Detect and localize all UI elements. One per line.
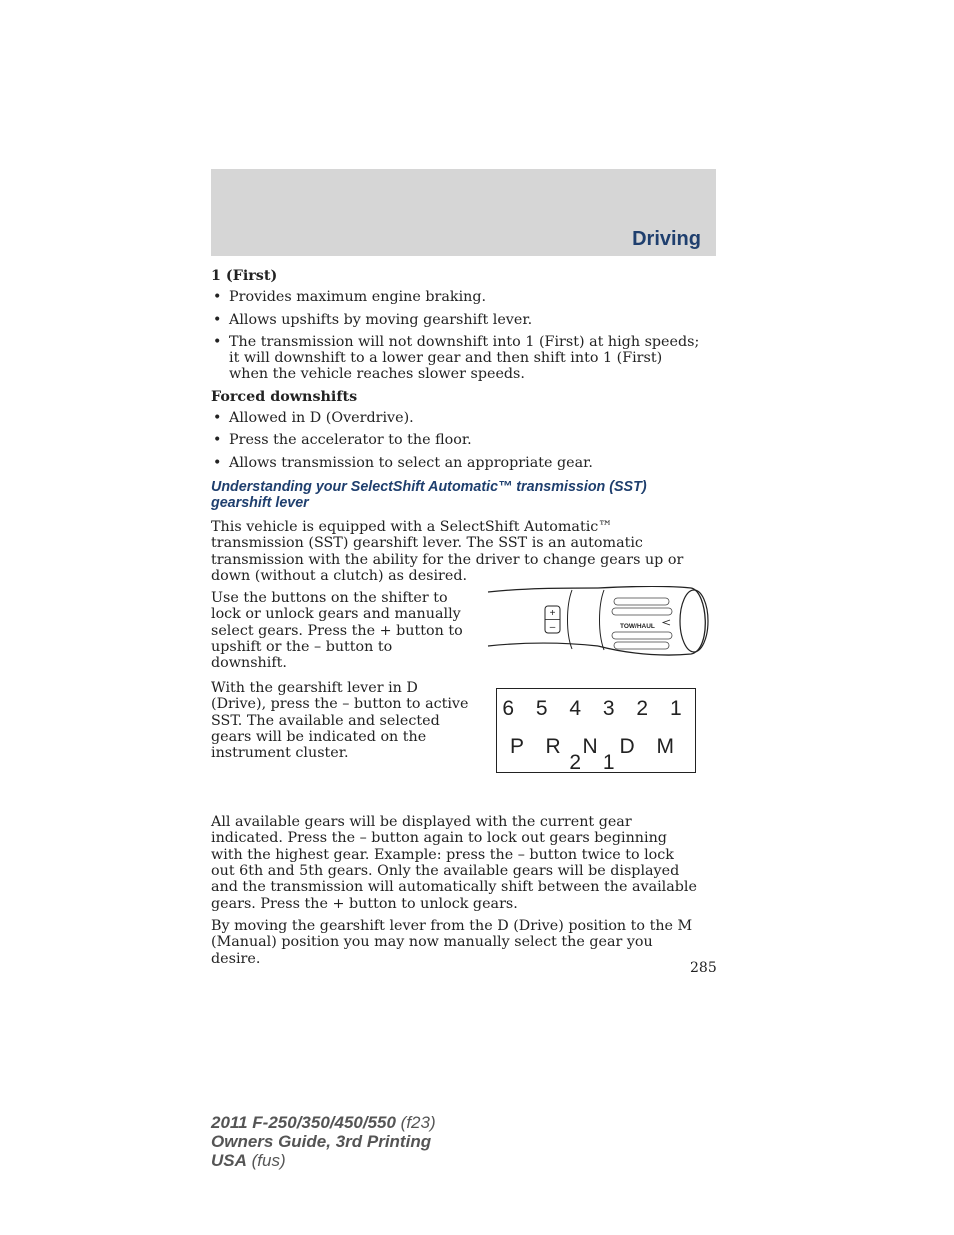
sst-activate-text: With the gearshift lever in D (Drive), press the – button to active SST. The available and selected gears will be indicated on the instrument cluster. xyxy=(211,680,469,762)
forced-downshifts-heading: Forced downshifts xyxy=(211,388,358,405)
available-gears: 6 5 4 3 2 1 xyxy=(502,697,690,721)
lever-row xyxy=(211,590,701,680)
list-item: • Allowed in D (Overdrive). xyxy=(211,410,701,426)
page-number: 285 xyxy=(690,960,717,976)
downshift-button: – xyxy=(549,622,556,634)
footer-region: USA xyxy=(211,1151,247,1170)
sst-buttons-text: Use the buttons on the shifter to lock or unlock gears and manually select gears. Press the + button to upshift or the – button to downshift. xyxy=(211,590,463,672)
footer-region-code: (fus) xyxy=(246,1151,286,1170)
footer xyxy=(211,1113,436,1170)
gearshift-lever-illustration xyxy=(486,586,711,658)
sst-manual-text: By moving the gearshift lever from the D (Drive) position to the M (Manual) position you may now manually select the gear you desire. xyxy=(211,917,693,967)
gear-positions: P R N D M 2 1 xyxy=(510,735,682,775)
list-item: • Allows transmission to select an appropriate gear. xyxy=(211,455,701,471)
tow-haul-label: TOW/HAUL xyxy=(620,623,655,631)
first-gear-heading: 1 (First) xyxy=(211,268,278,284)
content xyxy=(211,268,701,973)
header-band xyxy=(211,169,716,256)
footer-guide: Owners Guide, 3rd Printing xyxy=(211,1132,432,1151)
sst-intro: This vehicle is equipped with a SelectShift Automatic™ transmission (SST) gearshift lever. The SST is an automatic transmission with the ability for the driver to change gears up or down (without a clutch) as desired. xyxy=(211,518,684,584)
upshift-button: + xyxy=(549,608,556,620)
first-gear-list xyxy=(211,289,701,382)
gear-display-row xyxy=(211,680,701,814)
list-item: • Press the accelerator to the floor. xyxy=(211,432,701,448)
footer-model-line xyxy=(211,1113,436,1132)
forced-downshifts-list xyxy=(211,410,701,471)
list-item: • The transmission will not downshift into 1 (First) at high speeds; it will downshift to a lower gear and then shift into 1 (First) when the vehicle reaches slower speeds. xyxy=(211,334,701,383)
footer-model-code: (f23) xyxy=(395,1113,436,1132)
list-item: • Allows upshifts by moving gearshift lever. xyxy=(211,312,701,328)
sst-heading: Understanding your SelectShift Automatic™ transmission (SST) gearshift lever xyxy=(211,478,647,511)
footer-region-line xyxy=(211,1151,436,1170)
sst-available-text: All available gears will be displayed with the current gear indicated. Press the – button again to lock out gears beginning with the highest gear. Example: press the – button twice to lock out 6th and 5th gears. Only the available gears will be displayed and the transmission will automatically shift between the available gears. Press the + button to unlock gears. xyxy=(211,814,697,912)
gear-indicator-display xyxy=(496,688,696,773)
tow-haul-icon xyxy=(663,620,670,625)
section-title: Driving xyxy=(632,228,701,250)
list-item: • Provides maximum engine braking. xyxy=(211,289,701,305)
footer-model: 2011 F-250/350/450/550 xyxy=(211,1113,396,1132)
